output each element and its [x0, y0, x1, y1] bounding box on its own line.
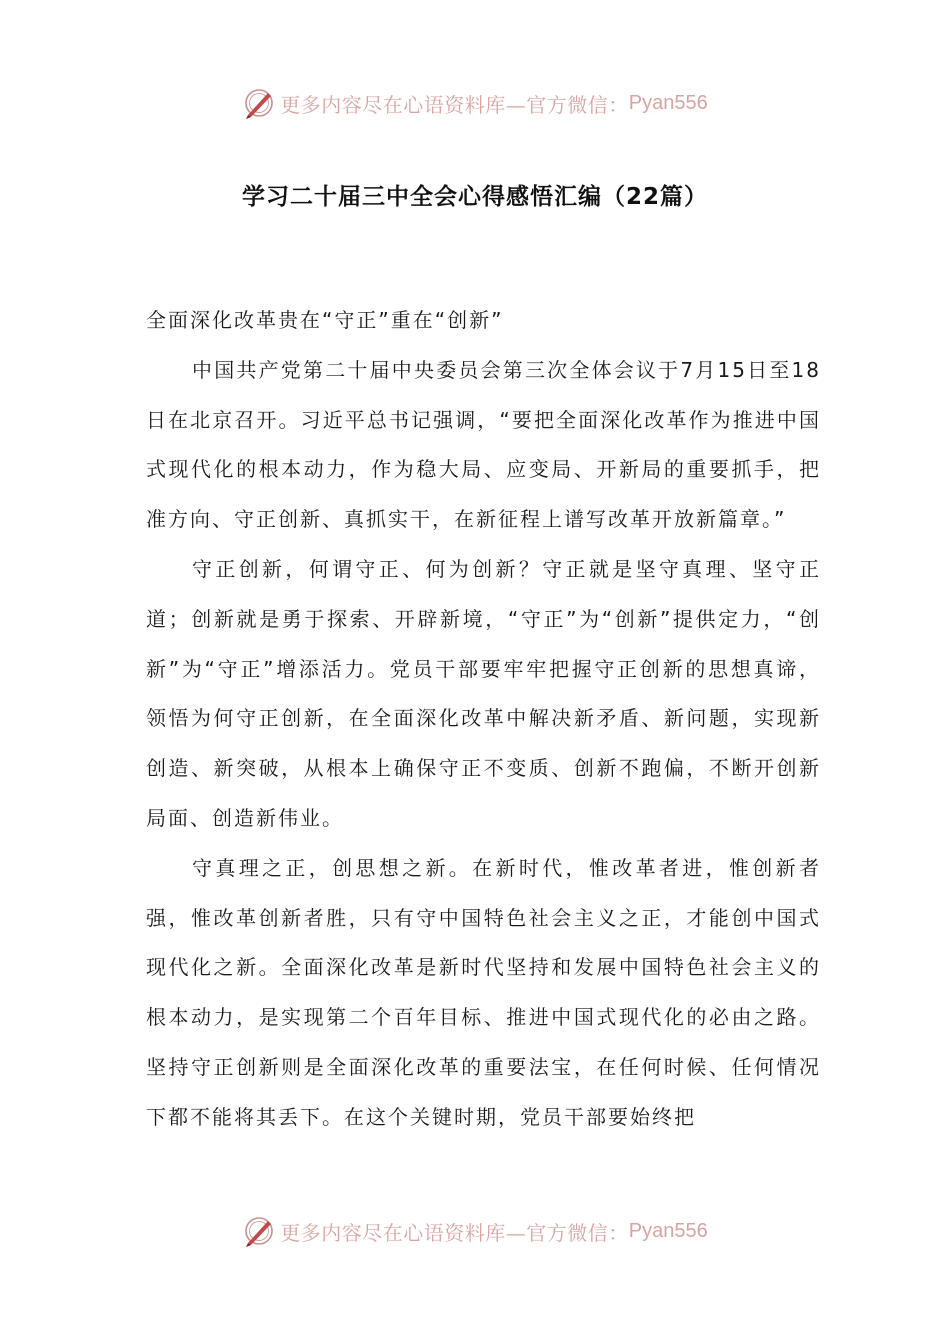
section-heading: 全面深化改革贵在“守正”重在“创新” [146, 308, 504, 332]
watermark-text: 更多内容尽在心语资料库—官方微信： [280, 92, 629, 117]
watermark-text: 更多内容尽在心语资料库—官方微信： [280, 1220, 629, 1245]
paragraph-1: 中国共产党第二十届中央委员会第三次全体会议于7月15日至18日在北京召开。习近平总书记强调，“要把全面深化改革作为推进中国式现代化的根本动力，作为稳大局、应变局、开新局的重要抓手，把准方向、守正创新、真抓实干，在新征程上谱写改革开放新篇章。” [146, 357, 821, 532]
watermark-contact: Pyan556 [628, 91, 708, 114]
footer-watermark [0, 1211, 950, 1251]
document-body [146, 296, 821, 1143]
pen-circle-logo-icon [242, 1214, 276, 1248]
pen-circle-logo-icon [242, 86, 276, 120]
header-watermark [0, 83, 950, 123]
paragraph-3: 守真理之正，创思想之新。在新时代，惟改革者进，惟创新者强，惟改革创新者胜，只有守中国特色社会主义之正，才能创中国式现代化之新。全面深化改革是新时代坚持和发展中国特色社会主义的根本动力，是实现第二个百年目标、推进中国式现代化的必由之路。坚持守正创新则是全面深化改革的重要法宝，在任何时候、任何情况下都不能将其丢下。在这个关键时期，党员干部要始终把 [146, 855, 821, 1129]
paragraph-2: 守正创新，何谓守正、何为创新？守正就是坚守真理、坚守正道；创新就是勇于探索、开辟新境，“守正”为“创新”提供定力，“创新”为“守正”增添活力。党员干部要牢牢把握守正创新的思想真谛，领悟为何守正创新，在全面深化改革中解决新矛盾、新问题，实现新创造、新突破，从根本上确保守正不变质、创新不跑偏，不断开创新局面、创造新伟业。 [146, 556, 821, 830]
watermark-contact: Pyan556 [628, 1219, 708, 1242]
page-title: 学习二十届三中全会心得感悟汇编（22篇） [241, 184, 708, 210]
